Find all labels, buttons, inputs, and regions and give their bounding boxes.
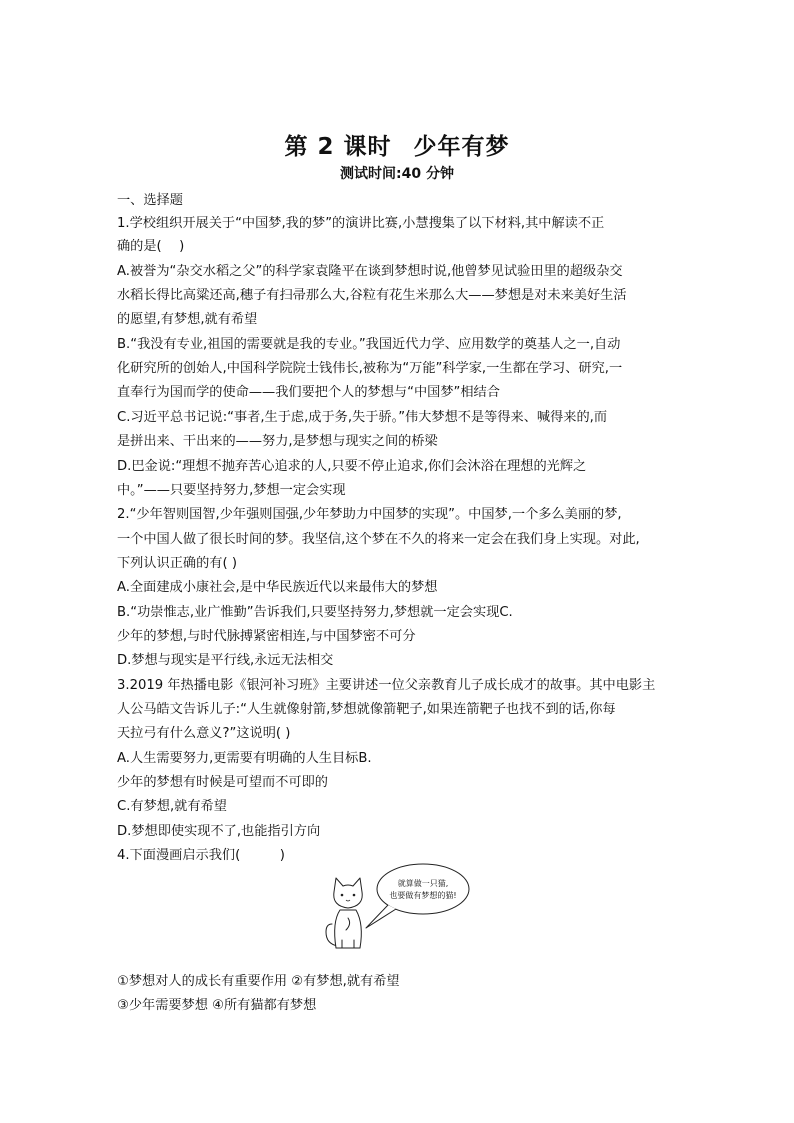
text-line: 水稻长得比高粱还高,穗子有扫帚那么大,谷粒有花生米那么大——梦想是对未来美好生活 (117, 288, 627, 303)
text-line: 一个中国人做了很长时间的梦。我坚信,这个梦在不久的将来一定会在我们身上实现。对此, (117, 532, 640, 547)
page-title (0, 128, 794, 161)
text-line: 2.“少年智则国智,少年强则国强,少年梦助力中国梦的实现”。中国梦,一个多么美丽的梦, (117, 507, 622, 522)
text-line: A.人生需要努力,更需要有明确的人生目标B. (117, 751, 372, 766)
text-line: C.习近平总书记说:“事者,生于虑,成于务,失于骄。”伟大梦想不是等得来、喊得来的,而 (117, 410, 608, 425)
text-line: B.“功崇惟志,业广惟勤”告诉我们,只要坚持努力,梦想就一定会实现C. (117, 605, 513, 620)
text-line: D.梦想即使实现不了,也能指引方向 (117, 824, 321, 839)
text-line: D.巴金说:“理想不抛弃苦心追求的人,只要不停止追求,你们会沐浴在理想的光辉之 (117, 459, 587, 474)
text-line: 中。”——只要坚持努力,梦想一定会实现 (117, 483, 346, 498)
text-line: 化研究所的创始人,中国科学院院士钱伟长,被称为“万能”科学家,一生都在学习、研究,一 (117, 361, 623, 376)
cat-icon (326, 878, 362, 948)
text-line: 下列认识正确的有( ) (117, 556, 237, 571)
text-line: 1.学校组织开展关于“中国梦,我的梦”的演讲比赛,小慧搜集了以下材料,其中解读不正 (117, 216, 605, 231)
text-line: 少年的梦想,与时代脉搏紧密相连,与中国梦密不可分 (117, 629, 416, 644)
text-line: ③少年需要梦想 ④所有猫都有梦想 (117, 998, 317, 1013)
title-lesson: 第 2 课时 (284, 134, 392, 160)
text-line: 是拼出来、干出来的——努力,是梦想与现实之间的桥梁 (117, 434, 438, 449)
text-line: 直奉行为国而学的使命——我们要把个人的梦想与“中国梦”相结合 (117, 385, 500, 400)
text-line: 天拉弓有什么意义?”这说明( ) (117, 726, 291, 741)
text-line: 3.2019 年热播电影《银河补习班》主要讲述一位父亲教育儿子成长成才的故事。其中电影主 (117, 678, 656, 693)
title-topic: 少年有梦 (413, 134, 510, 160)
text-line: C.有梦想,就有希望 (117, 799, 227, 814)
bubble-text-line2: 也要做有梦想的猫! (389, 891, 457, 900)
bubble-text-line1: 就算做一只猫, (397, 879, 449, 888)
text-line: A.被誉为“杂交水稻之父”的科学家袁隆平在谈到梦想时说,他曾梦见试验田里的超级杂交 (117, 264, 623, 279)
text-line: 的愿望,有梦想,就有希望 (117, 312, 258, 327)
text-line: D.梦想与现实是平行线,永远无法相交 (117, 653, 334, 668)
text-line: 少年的梦想有时候是可望而不可即的 (117, 775, 328, 790)
text-line: 确的是( ) (117, 239, 185, 254)
cat-cartoon (316, 862, 476, 962)
text-line: B.“我没有专业,祖国的需要就是我的专业。”我国近代力学、应用数学的奠基人之一,自动 (117, 337, 621, 352)
text-line: 人公马皓文告诉儿子:“人生就像射箭,梦想就像箭靶子,如果连箭靶子也找不到的话,你每 (117, 702, 616, 717)
text-line: 4.下面漫画启示我们( ) (117, 848, 285, 863)
section-heading: 一、选择题 (117, 193, 183, 208)
text-line: A.全面建成小康社会,是中华民族近代以来最伟大的梦想 (117, 580, 438, 595)
text-line: ①梦想对人的成长有重要作用 ②有梦想,就有希望 (117, 974, 400, 989)
test-time: 测试时间:40 分钟 (340, 166, 454, 182)
